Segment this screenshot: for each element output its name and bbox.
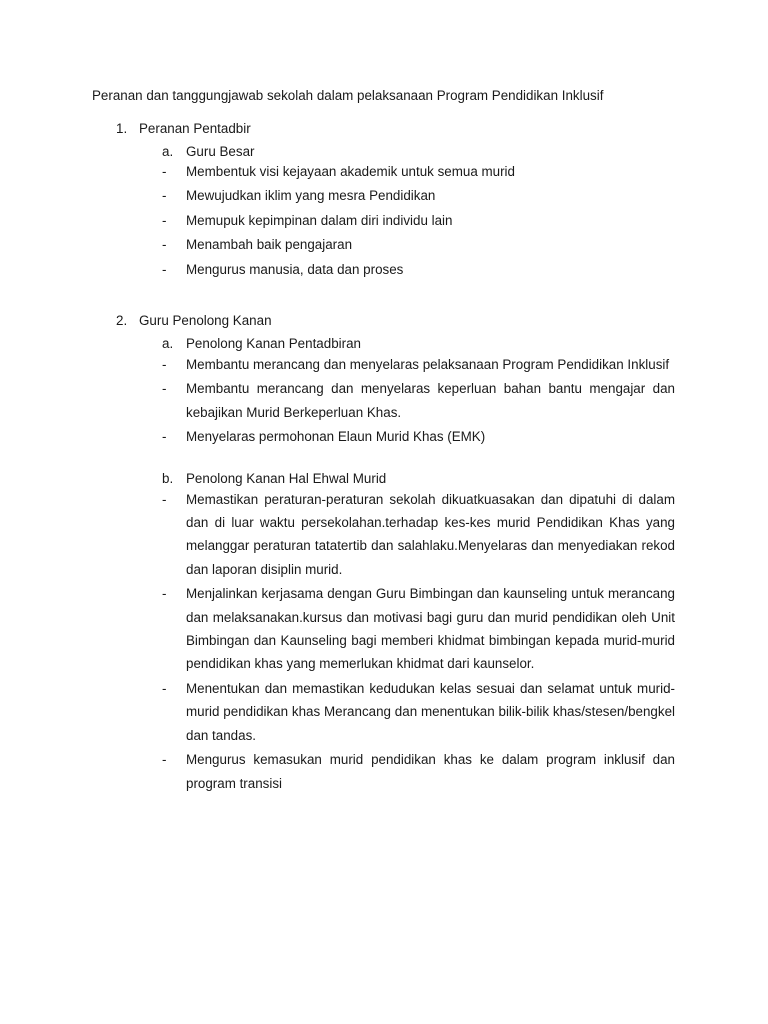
document-title: Peranan dan tanggungjawab sekolah dalam pelaksanaan Program Pendidikan Inklusif bbox=[92, 88, 604, 103]
list-item-text: Mengurus kemasukan murid pendidikan khas ke dalam program inklusif dan program transisi bbox=[186, 752, 675, 791]
list-item-text: Membantu merancang dan menyelaras pelaksanaan Program Pendidikan Inklusif bbox=[186, 357, 670, 372]
list-item-text: Mengurus manusia, data dan proses bbox=[186, 261, 404, 277]
subsection-label: Penolong Kanan Pentadbiran bbox=[186, 336, 361, 351]
bullet-marker: - bbox=[162, 261, 167, 277]
list-item bbox=[92, 184, 692, 207]
section-label: Peranan Pentadbir bbox=[139, 121, 251, 136]
list-item bbox=[92, 258, 692, 281]
list-item-text: Membantu merancang dan menyelaras keperluan bahan bantu mengajar dan kebajikan Murid Berkeperluan Khas. bbox=[186, 381, 675, 420]
bullet-marker: - bbox=[162, 381, 167, 397]
list-item bbox=[92, 233, 692, 256]
list-item bbox=[92, 377, 692, 424]
list-item bbox=[92, 582, 692, 676]
section-heading bbox=[92, 121, 692, 141]
subsection-label: Guru Besar bbox=[186, 144, 255, 159]
bullet-marker: - bbox=[162, 491, 167, 507]
list-item bbox=[92, 353, 692, 376]
section-heading bbox=[92, 313, 692, 333]
list-item-text: Memupuk kepimpinan dalam diri individu lain bbox=[186, 212, 453, 228]
list-item-text: Membentuk visi kejayaan akademik untuk semua murid bbox=[186, 164, 515, 179]
section-peranan-pentadbir bbox=[92, 121, 692, 281]
bullet-marker: - bbox=[162, 237, 167, 253]
subsection-letter: a. bbox=[162, 144, 174, 159]
bullet-marker: - bbox=[162, 680, 167, 696]
list-item-text: Menjalinkan kerjasama dengan Guru Bimbingan dan kaunseling untuk merancang dan melaksanakan.kursus dan motivasi bagi guru dan murid pendidikan oleh Unit Bimbingan dan Kaunseling bagi memberi khidmat bimbingan kepada murid-murid pendidikan khas yang memerlukan khidmat dari kaunselor. bbox=[186, 586, 675, 672]
section-number: 1. bbox=[116, 121, 128, 136]
list-item-text: Menyelaras permohonan Elaun Murid Khas (EMK) bbox=[186, 429, 486, 445]
bullet-marker: - bbox=[162, 586, 167, 602]
subsection-heading bbox=[92, 336, 692, 352]
bullet-marker: - bbox=[162, 188, 167, 204]
subsection-heading bbox=[92, 144, 692, 160]
subsection-letter: a. bbox=[162, 336, 174, 351]
subsection-heading bbox=[92, 471, 692, 487]
list-item bbox=[92, 488, 692, 582]
list-item bbox=[92, 160, 692, 183]
list-item bbox=[92, 425, 692, 448]
list-item-text: Menambah baik pengajaran bbox=[186, 237, 353, 253]
list-item-text: Mewujudkan iklim yang mesra Pendidikan bbox=[186, 188, 436, 204]
subsection-label: Penolong Kanan Hal Ehwal Murid bbox=[186, 470, 387, 486]
subsection-letter: b. bbox=[162, 470, 174, 486]
bullet-marker: - bbox=[162, 752, 167, 768]
bullet-marker: - bbox=[162, 212, 167, 228]
list-item-text: Menentukan dan memastikan kedudukan kelas sesuai dan selamat untuk murid-murid pendidikan khas Merancang dan menentukan bilik-bilik khas/stesen/bengkel dan tandas. bbox=[186, 680, 675, 743]
bullet-marker: - bbox=[162, 357, 167, 372]
section-guru-penolong-kanan bbox=[92, 313, 692, 795]
list-item bbox=[92, 209, 692, 232]
bullet-marker: - bbox=[162, 164, 167, 179]
bullet-marker: - bbox=[162, 429, 167, 445]
section-number: 2. bbox=[116, 313, 128, 328]
list-item bbox=[92, 677, 692, 747]
section-label: Guru Penolong Kanan bbox=[139, 313, 272, 328]
list-item bbox=[92, 748, 692, 795]
list-item-text: Memastikan peraturan-peraturan sekolah dikuatkuasakan dan dipatuhi di dalam dan di luar waktu persekolahan.terhadap kes-kes murid Pendidikan Khas yang melanggar peraturan tatatertib dan salahlaku.Menyelaras dan menyediakan rekod dan laporan disiplin murid. bbox=[186, 491, 675, 577]
